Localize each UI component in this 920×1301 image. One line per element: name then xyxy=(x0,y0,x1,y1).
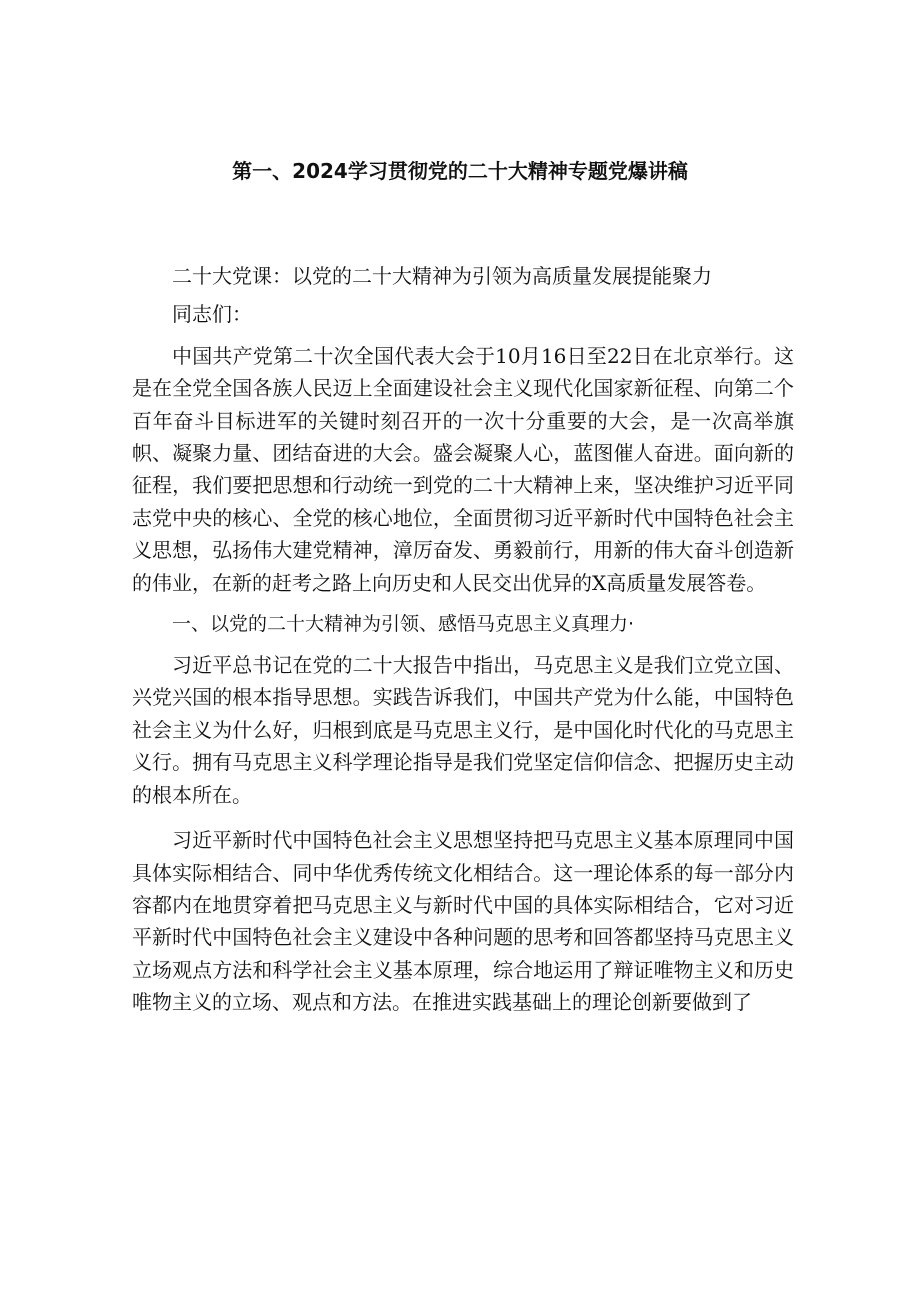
section-paragraph-2: 习近平新时代中国特色社会主义思想坚持把马克思主义基本原理同中国具体实际相结合、同中华优秀传统文化相结合。这一理论体系的每一部分内容都内在地贯穿着把马克思主义与新时代中国的具体实际相结合，它对习近平新时代中国特色社会主义建设中各种问题的思考和回答都坚持马克思主义立场观点方法和科学社会主义基本原理，综合地运用了辩证唯物主义和历史唯物主义的立场、观点和方法。在推进实践基础上的理论创新要做到了 xyxy=(132,828,794,1015)
intro-paragraph: 中国共产党第二十次全国代表大会于10月16日至22日在北京举行。这是在全党全国各族人民迈上全面建设社会主义现代化国家新征程、向第二个百年奋斗目标进军的关键时刻召开的一次十分重要的大会，是一次高举旗帜、凝聚力量、团结奋进的大会。盛会凝聚人心，蓝图催人奋进。面向新的征程，我们要把思想和行动统一到党的二十大精神上来，坚决维护习近平同志党中央的核心、全党的核心地位，全面贯彻习近平新时代中国特色社会主义思想，弘扬伟大建党精神，漳厉奋发、勇毅前行，用新的伟大奋斗创造新的伟业，在新的赶考之路上向历史和人民交出优异的X高质量发展答卷。 xyxy=(132,343,794,595)
greeting: 同志们： xyxy=(172,302,252,327)
section-heading: 一、以党的二十大精神为引领、感悟马克思主义真理力· xyxy=(172,613,635,636)
lecture-subtitle: 二十大党课：以党的二十大精神为引领为高质量发展提能聚力 xyxy=(172,264,712,288)
section-paragraph-1: 习近平总书记在党的二十大报告中指出，马克思主义是我们立党立国、兴党兴国的根本指导思想。实践告诉我们，中国共产党为什么能，中国特色社会主义为什么好，归根到底是马克思主义行，是中国化时代化的马克思主义行。拥有马克思主义科学理论指导是我们党坚定信仰信念、把握历史主动的根本所在。 xyxy=(132,653,794,807)
document-body xyxy=(132,260,794,1019)
document-title: 第一、2024学习贯彻党的二十大精神专题党爆讲稿 xyxy=(232,159,688,183)
